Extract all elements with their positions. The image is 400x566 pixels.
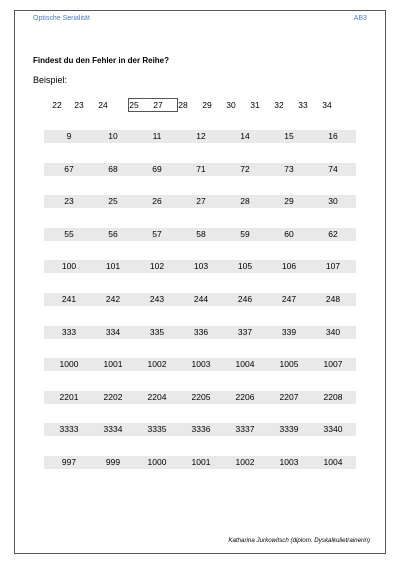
number-cell[interactable]: 1001 <box>191 456 211 467</box>
number-cell[interactable]: 337 <box>237 326 253 337</box>
number-cell[interactable]: 1002 <box>147 359 167 370</box>
number-cell[interactable]: 62 <box>328 228 338 239</box>
number-cell[interactable]: 3340 <box>323 424 343 435</box>
header-sheet-id: AB3 <box>353 15 367 22</box>
number-row <box>44 423 356 436</box>
number-cell[interactable]: 2201 <box>59 391 79 402</box>
author-credit: Katharina Jurkowitsch (diplom. Dyskalkulietrainerin) <box>228 537 370 544</box>
number-cell[interactable]: 1003 <box>279 456 299 467</box>
example-number: 33 <box>298 100 308 110</box>
number-cell[interactable]: 335 <box>149 326 165 337</box>
number-row <box>44 228 356 241</box>
number-cell[interactable]: 68 <box>108 163 118 174</box>
example-number: 30 <box>226 100 236 110</box>
number-cell[interactable]: 30 <box>328 196 338 207</box>
number-cell[interactable]: 14 <box>240 131 250 141</box>
number-cell[interactable]: 1000 <box>147 456 167 467</box>
header-subject: Optische Serialität <box>33 15 90 22</box>
number-cell[interactable]: 3336 <box>191 424 211 435</box>
example-number: 24 <box>98 100 108 110</box>
example-number: 31 <box>250 100 260 110</box>
number-cell[interactable]: 105 <box>237 261 253 272</box>
exercise-rows <box>44 130 356 489</box>
number-cell[interactable]: 25 <box>108 196 118 207</box>
number-cell[interactable]: 3334 <box>103 424 123 435</box>
number-cell[interactable]: 242 <box>105 293 121 304</box>
number-cell[interactable]: 15 <box>284 131 294 141</box>
example-number: 27 <box>153 100 163 110</box>
number-cell[interactable]: 2204 <box>147 391 167 402</box>
number-row <box>44 163 356 176</box>
number-cell[interactable]: 10 <box>108 131 118 141</box>
number-cell[interactable]: 997 <box>61 456 77 467</box>
number-cell[interactable]: 243 <box>149 293 165 304</box>
example-number: 25 <box>129 100 139 110</box>
number-cell[interactable]: 60 <box>284 228 294 239</box>
number-cell[interactable]: 29 <box>284 196 294 207</box>
number-cell[interactable]: 57 <box>152 228 162 239</box>
number-cell[interactable]: 107 <box>325 261 341 272</box>
example-number: 22 <box>52 100 62 110</box>
number-row <box>44 260 356 273</box>
number-cell[interactable]: 74 <box>328 163 338 174</box>
number-cell[interactable]: 334 <box>105 326 121 337</box>
example-number: 28 <box>178 100 188 110</box>
number-cell[interactable]: 1000 <box>59 359 79 370</box>
number-cell[interactable]: 248 <box>325 293 341 304</box>
number-cell[interactable]: 340 <box>325 326 341 337</box>
number-cell[interactable]: 100 <box>61 261 77 272</box>
number-row <box>44 293 356 306</box>
number-cell[interactable]: 71 <box>196 163 206 174</box>
number-cell[interactable]: 9 <box>66 131 72 141</box>
number-cell[interactable]: 55 <box>64 228 74 239</box>
example-number-row <box>48 96 348 114</box>
number-row <box>44 456 356 469</box>
example-number: 23 <box>74 100 84 110</box>
number-cell[interactable]: 1001 <box>103 359 123 370</box>
example-number: 29 <box>202 100 212 110</box>
example-number: 32 <box>274 100 284 110</box>
number-cell[interactable]: 333 <box>61 326 77 337</box>
number-cell[interactable]: 999 <box>105 456 121 467</box>
number-row <box>44 391 356 404</box>
number-cell[interactable]: 101 <box>105 261 121 272</box>
number-cell[interactable]: 3337 <box>235 424 255 435</box>
number-cell[interactable]: 28 <box>240 196 250 207</box>
number-cell[interactable]: 1007 <box>323 359 343 370</box>
number-cell[interactable]: 23 <box>64 196 74 207</box>
number-cell[interactable]: 106 <box>281 261 297 272</box>
number-cell[interactable]: 103 <box>193 261 209 272</box>
page-title: Findest du den Fehler in der Reihe? <box>33 56 170 65</box>
number-cell[interactable]: 26 <box>152 196 162 207</box>
number-row <box>44 195 356 208</box>
number-cell[interactable]: 2205 <box>191 391 211 402</box>
number-row <box>44 130 356 143</box>
number-cell[interactable]: 16 <box>328 131 338 141</box>
number-cell[interactable]: 247 <box>281 293 297 304</box>
number-cell[interactable]: 3339 <box>279 424 299 435</box>
number-cell[interactable]: 56 <box>108 228 118 239</box>
number-cell[interactable]: 59 <box>240 228 250 239</box>
number-cell[interactable]: 72 <box>240 163 250 174</box>
number-cell[interactable]: 67 <box>64 163 74 174</box>
number-cell[interactable]: 339 <box>281 326 297 337</box>
number-cell[interactable]: 246 <box>237 293 253 304</box>
number-cell[interactable]: 2206 <box>235 391 255 402</box>
number-cell[interactable]: 2208 <box>323 391 343 402</box>
number-cell[interactable]: 69 <box>152 163 162 174</box>
example-number: 34 <box>322 100 332 110</box>
number-cell[interactable]: 1005 <box>279 359 299 370</box>
example-label: Beispiel: <box>33 75 68 85</box>
number-cell[interactable]: 1002 <box>235 456 255 467</box>
number-cell[interactable]: 3335 <box>147 424 167 435</box>
number-cell[interactable]: 336 <box>193 326 209 337</box>
number-cell[interactable]: 2207 <box>279 391 299 402</box>
number-cell[interactable]: 102 <box>149 261 165 272</box>
number-row <box>44 358 356 371</box>
number-cell[interactable]: 27 <box>196 196 206 207</box>
number-cell[interactable]: 1004 <box>235 359 255 370</box>
number-cell[interactable]: 3333 <box>59 424 79 435</box>
number-cell[interactable]: 241 <box>61 293 77 304</box>
number-cell[interactable]: 11 <box>152 131 162 141</box>
number-cell[interactable]: 2202 <box>103 391 123 402</box>
number-cell[interactable]: 1003 <box>191 359 211 370</box>
number-cell[interactable]: 1004 <box>323 456 343 467</box>
number-cell[interactable]: 73 <box>284 163 294 174</box>
number-cell[interactable]: 58 <box>196 228 206 239</box>
number-cell[interactable]: 12 <box>196 131 206 141</box>
number-cell[interactable]: 244 <box>193 293 209 304</box>
number-row <box>44 326 356 339</box>
